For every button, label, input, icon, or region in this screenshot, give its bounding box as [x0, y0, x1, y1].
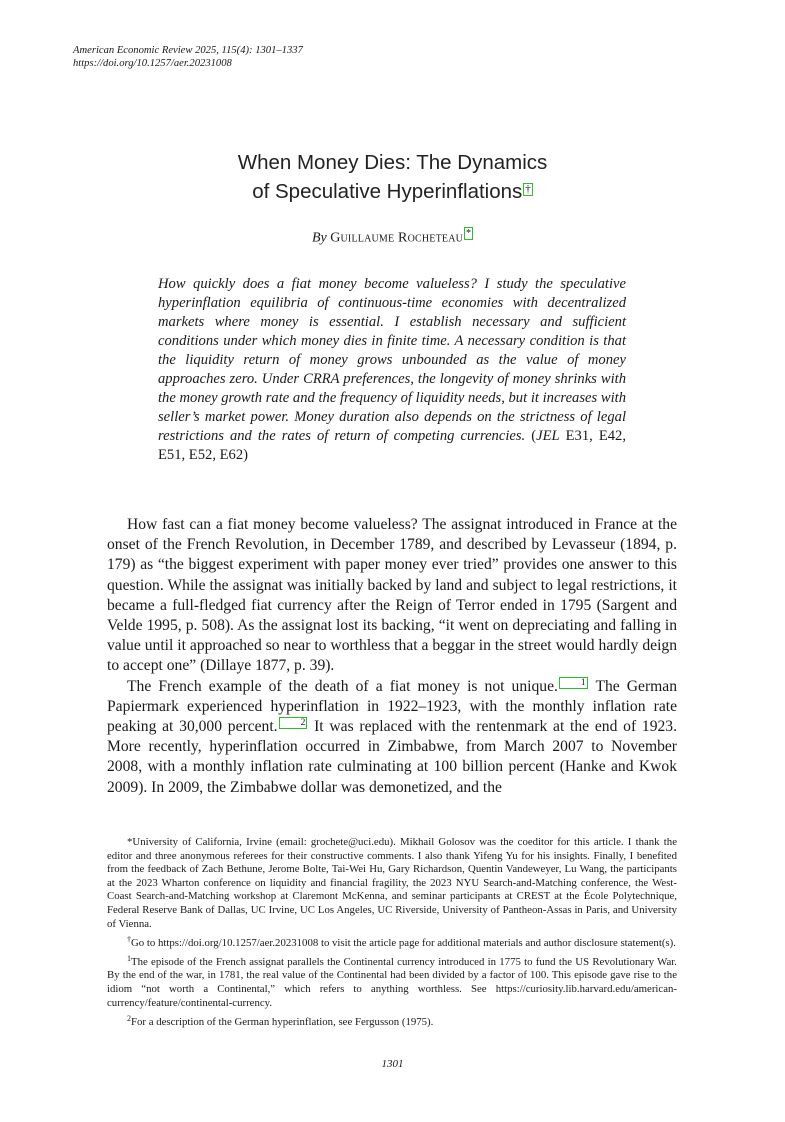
- journal-header: [73, 44, 303, 70]
- title-dagger-link[interactable]: †: [525, 183, 531, 195]
- footnote-dagger: †Go to https://doi.org/10.1257/aer.20231008 to visit the article page for additional materials and author disclosure statement(s).: [127, 934, 676, 949]
- byline-by: By: [311, 230, 327, 246]
- paragraph-2: The French example of the death of a fiat money is not unique. 1 The German Papiermark experienced hyperinflation in 1922–1923, with the monthly inflation rate peaking at 30,000 percent. 2 It was replaced with the rentenmark at the end of 1923. More recently, hyperinflation occurred in Zimbabwe, from March 2007 to November 2008, with a monthly inflation rate culminating at 100 billion percent (Hanke and Kwok 2009). In 2009, the Zimbabwe dollar was demonetized, and the: [107, 677, 677, 796]
- article-title: [0, 148, 785, 206]
- byline: [0, 227, 785, 247]
- footnote-2-link[interactable]: 2: [279, 717, 308, 729]
- abstract-text: How quickly does a fiat money become valueless? I study the speculative hyperinflation equilibria of continuous-time economies with decentralized markets where money is essential. I establish necessary and sufficient conditions under which money dies in finite time. A necessary condition is that the liquidity return of money grows unbounded as the value of money approaches zero. Under CRRA preferences, the longevity of money shrinks with the money growth rate and the frequency of liquidity needs, but it increases with seller’s market power. Money duration also depends on the strictness of legal restrictions and the rates of return of competing currencies.: [158, 276, 626, 444]
- page-number: 1301: [381, 1058, 404, 1070]
- jel-open: (: [531, 428, 537, 444]
- paragraph-1: How fast can a fiat money become valueless? The assignat introduced in France at the onset of the French Revolution, in December 1789, and described by Levasseur (1894, p. 179) as “the biggest experiment with paper money ever tried” provides one answer to this question. While the assignat was initially backed by land and subject to legal restrictions, it became a full-fledged fiat currency after the Reign of Terror ended in 1795 (Sargent and Velde 1995, p. 508). As the assignat lost its backing, “it went on depreciating and falling in value until it approached so near to worthless that a beggar in the street would hardly deign to accept one” (Dillaye 1877, p. 39).: [107, 516, 677, 675]
- doi-link[interactable]: https://doi.org/10.1257/aer.20231008: [73, 58, 232, 69]
- footnotes: [107, 836, 677, 1031]
- footnote-1: $^1$The episode of the French assignat parallels the Continental currency introduced in 1775 to fund the US Revolutionary War. By the end of the war, in 1781, the real value of the Continental had been divided by a factor of 100. This episode gave rise to the idiom “not worth a Continental,” which refers to anything worthless. See https://curiosity.lib.harvard.edu/american-currency/feature/continental-currency.: [107, 953, 677, 1009]
- jel-codes: E31, E42, E51, E52, E62): [158, 428, 626, 463]
- abstract: [158, 275, 626, 465]
- footnote-author: *University of California, Irvine (email: grochete@uci.edu). Mikhail Golosov was the coeditor for this article. I thank the editor and three anonymous referees for their constructive comments. I also thank Yifeng Yu for his insights. Finally, I benefited from the feedback of Zach Bethune, Jerome Bolte, Tai-Wei Hu, Gary Richardson, Quentin Vandeweyer, Lu Wang, the participants at the 2023 Wharton conference on liquidity and financial fragility, the 2023 NYU Search-and-Matching conference, the West-Coast Search-and-Matching workshop at Claremont McKenna, and seminar participants at CREST at the École Polytechnique, Federal Reserve Bank of Dallas, UC Irvine, UC Los Angeles, UC Riverside, University of Pantheon-Assas in Paris, and University of Vienna.: [107, 836, 677, 930]
- author-footnote-link[interactable]: *: [466, 228, 472, 239]
- title-line-2: of Speculative Hyperinflations †: [252, 180, 531, 203]
- title-line-1: When Money Dies: The Dynamics: [237, 151, 548, 174]
- body-text: [107, 515, 677, 798]
- footnote-1-link[interactable]: 1: [559, 677, 588, 689]
- footnote-2: $^2$For a description of the German hyperinflation, see Fergusson (1975).: [127, 1013, 434, 1028]
- jel-label: JEL: [536, 428, 560, 444]
- journal-citation: American Economic Review 2025, 115(4): 1301–1337: [73, 45, 303, 56]
- author-name: Guillaume Rocheteau: [330, 230, 464, 246]
